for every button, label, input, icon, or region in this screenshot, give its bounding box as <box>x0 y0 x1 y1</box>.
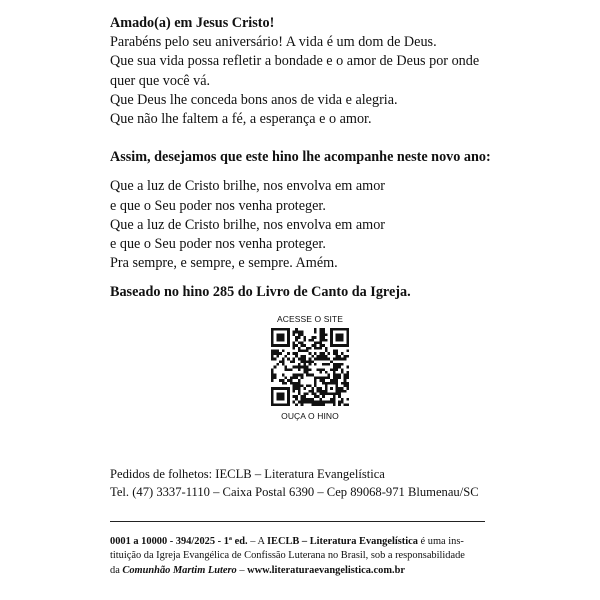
greeting-line: Parabéns pelo seu aniversário! A vida é um dom de Deus. <box>110 34 437 51</box>
publisher-name: IECLB – Literatura Evangelística <box>266 536 418 547</box>
footer-text: da <box>110 564 123 576</box>
footer-text: – <box>236 564 248 576</box>
footer-divider <box>110 521 485 522</box>
publisher-footer <box>110 535 488 578</box>
hymn-intro: Assim, desejamos que este hino lhe acompanhe neste novo ano: <box>110 149 491 166</box>
footer-text: é uma ins- <box>417 536 464 547</box>
qr-code-icon[interactable] <box>271 328 349 406</box>
footer-line-3 <box>110 564 488 578</box>
greeting-line: Que não lhe faltem a fé, a esperança e o amor. <box>110 111 372 128</box>
greeting-title: Amado(a) em Jesus Cristo! <box>110 15 275 31</box>
greeting-line: Que Deus lhe conceda bons anos de vida e alegria. <box>110 91 398 108</box>
qr-top-label: ACESSE O SITE <box>276 314 343 324</box>
hymn-source: Baseado no hino 285 do Livro de Canto da Igreja. <box>110 284 411 301</box>
print-run: 0001 a 10000 - 394/2025 - 1ª ed. <box>110 536 248 547</box>
leaflet-page <box>110 14 510 576</box>
greeting-line: Que sua vida possa refletir a bondade e o amor de Deus por onde <box>110 53 480 70</box>
footer-line-2: tituição da Igreja Evangélica de Confissão Luterana no Brasil, sob a responsabilidade <box>110 550 465 562</box>
orders-info <box>110 466 510 501</box>
qr-bottom-label: OUÇA O HINO <box>281 411 339 421</box>
qr-block <box>110 314 510 421</box>
greeting-line: quer que você vá. <box>110 72 211 89</box>
footer-line-1 <box>110 535 488 549</box>
footer-text: – A <box>247 536 267 547</box>
orders-contact-line: Tel. (47) 3337-1110 – Caixa Postal 6390 – Cep 89068-971 Blumenau/SC <box>110 484 479 499</box>
orders-line: Pedidos de folhetos: IECLB – Literatura Evangelística <box>110 467 385 481</box>
hymn-line: e que o Seu poder nos venha proteger. <box>110 236 326 253</box>
hymn-line: Que a luz de Cristo brilhe, nos envolva em amor <box>110 178 386 195</box>
hymn-verses <box>110 177 510 273</box>
greeting-section <box>110 14 510 129</box>
community-name: Comunhão Martim Lutero <box>122 564 237 576</box>
hymn-line: e que o Seu poder nos venha proteger. <box>110 197 326 214</box>
website-link[interactable]: www.literaturaevangelistica.com.br <box>247 564 405 576</box>
hymn-line: Pra sempre, e sempre, e sempre. Amém. <box>110 255 338 272</box>
hymn-line: Que a luz de Cristo brilhe, nos envolva em amor <box>110 216 386 233</box>
